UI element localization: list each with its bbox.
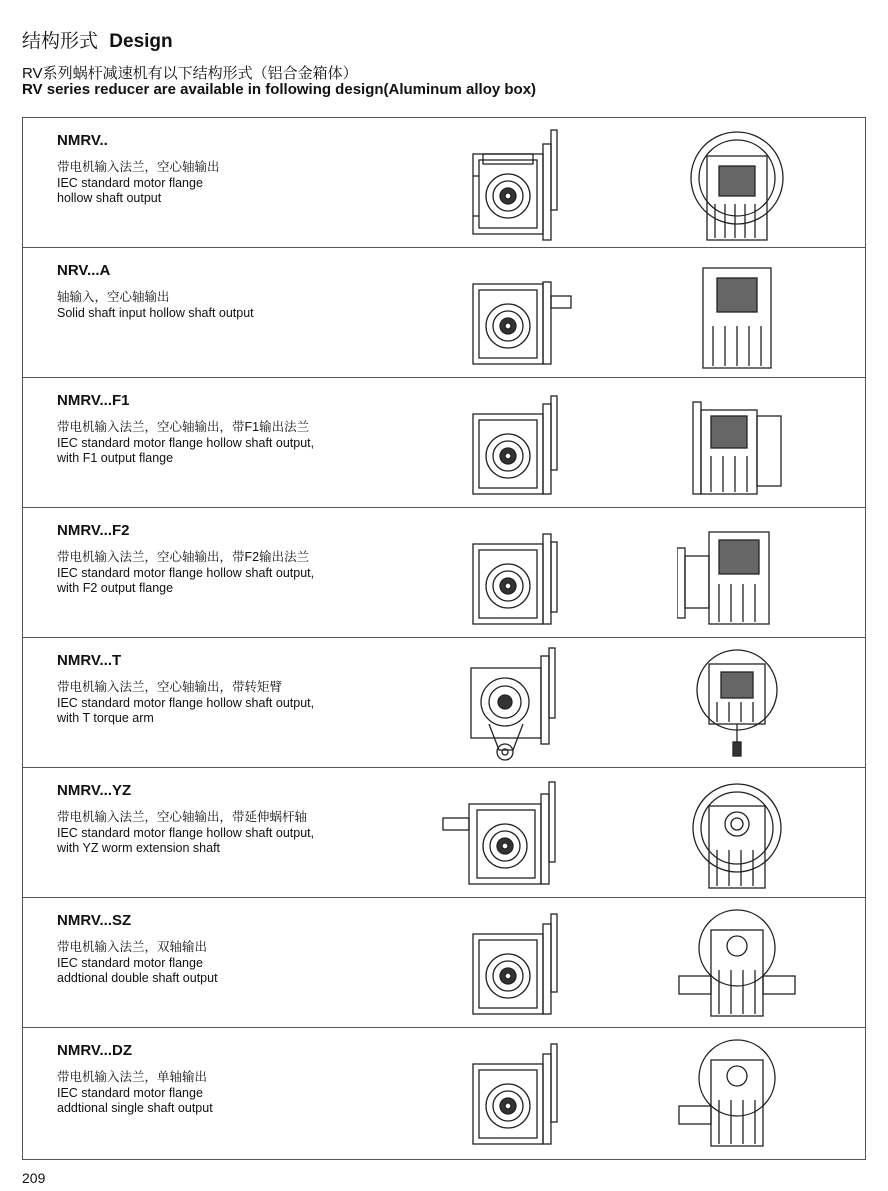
design-row-nmrv-dz [23, 1028, 865, 1158]
design-code: NRV...A [57, 262, 111, 279]
page-number: 209 [22, 1170, 46, 1186]
design-row-nmrv [23, 118, 865, 248]
description-en-line1: IEC standard motor flange hollow shaft output, [57, 565, 315, 580]
design-row-nmrv-sz [23, 898, 865, 1028]
design-code: NMRV...SZ [57, 912, 132, 929]
side-view-drawing [677, 1036, 797, 1152]
description-cn: 带电机输入法兰，空心轴输出，带F2输出法兰 [57, 550, 310, 564]
design-code: NMRV...DZ [57, 1042, 133, 1059]
description-en-line2: with YZ worm extension shaft [57, 841, 221, 855]
front-view-drawing [441, 516, 591, 632]
description-en-line1: IEC standard motor flange [57, 175, 203, 190]
side-view-drawing [677, 776, 797, 892]
description-en-line2: with T torque arm [57, 711, 154, 725]
description-en-line2: with F1 output flange [57, 451, 174, 465]
design-description [57, 810, 314, 857]
description-cn: 轴输入，空心轴输出 [57, 290, 170, 304]
side-view-drawing [677, 516, 797, 632]
design-description [57, 290, 254, 321]
side-view-drawing [677, 386, 797, 502]
front-view-drawing [441, 646, 591, 762]
front-view-drawing [441, 906, 591, 1022]
front-view-drawing [441, 126, 591, 242]
design-table [22, 117, 866, 1160]
description-en-line1: IEC standard motor flange hollow shaft output, [57, 695, 315, 710]
description-en-line1: IEC standard motor flange hollow shaft output, [57, 435, 315, 450]
description-cn: 带电机输入法兰，空心轴输出，带F1输出法兰 [57, 420, 310, 434]
design-description [57, 680, 314, 727]
design-code: NMRV...T [57, 652, 122, 669]
front-view-drawing [441, 776, 591, 892]
side-view-drawing [677, 906, 797, 1022]
heading-cn: 结构形式 [22, 31, 99, 52]
side-view-drawing [677, 256, 797, 372]
front-view-drawing [441, 1036, 591, 1152]
description-cn: 带电机输入法兰，双轴输出 [57, 940, 208, 954]
description-en-line1: IEC standard motor flange [57, 955, 203, 970]
design-code: NMRV...F2 [57, 522, 130, 539]
subtitle-en: RV series reducer are available in following design(Aluminum alloy box) [22, 81, 537, 98]
description-en-line1: Solid shaft input hollow shaft output [57, 305, 254, 320]
design-description [57, 160, 220, 207]
front-view-drawing [441, 256, 591, 372]
description-en-line2: addtional double shaft output [57, 971, 218, 985]
design-row-nmrv-yz [23, 768, 865, 898]
design-code: NMRV...YZ [57, 782, 132, 799]
side-view-drawing [677, 126, 797, 242]
design-row-nmrv-t [23, 638, 865, 768]
description-en-line1: IEC standard motor flange [57, 1085, 203, 1100]
design-row-nrv-a [23, 248, 865, 378]
design-description [57, 1070, 213, 1117]
design-row-nmrv-f1 [23, 378, 865, 508]
front-view-drawing [441, 386, 591, 502]
side-view-drawing [677, 646, 797, 762]
description-cn: 带电机输入法兰，空心轴输出，带转矩臂 [57, 680, 283, 694]
design-code: NMRV.. [57, 132, 108, 149]
description-cn: 带电机输入法兰，空心轴输出，带延伸蜗杆轴 [57, 810, 308, 824]
subtitle-cn: RV系列蜗杆减速机有以下结构形式（铝合金箱体） [22, 65, 358, 82]
design-description [57, 550, 314, 597]
description-en-line2: with F2 output flange [57, 581, 174, 595]
heading-en: Design [109, 31, 173, 52]
design-description [57, 420, 314, 467]
design-row-nmrv-f2 [23, 508, 865, 638]
page-heading [22, 26, 173, 53]
design-code: NMRV...F1 [57, 392, 130, 409]
description-en-line1: IEC standard motor flange hollow shaft output, [57, 825, 315, 840]
description-en-line2: addtional single shaft output [57, 1101, 213, 1115]
description-cn: 带电机输入法兰，空心轴输出 [57, 160, 220, 174]
design-description [57, 940, 218, 987]
description-cn: 带电机输入法兰，单轴输出 [57, 1070, 208, 1084]
description-en-line2: hollow shaft output [57, 191, 162, 205]
